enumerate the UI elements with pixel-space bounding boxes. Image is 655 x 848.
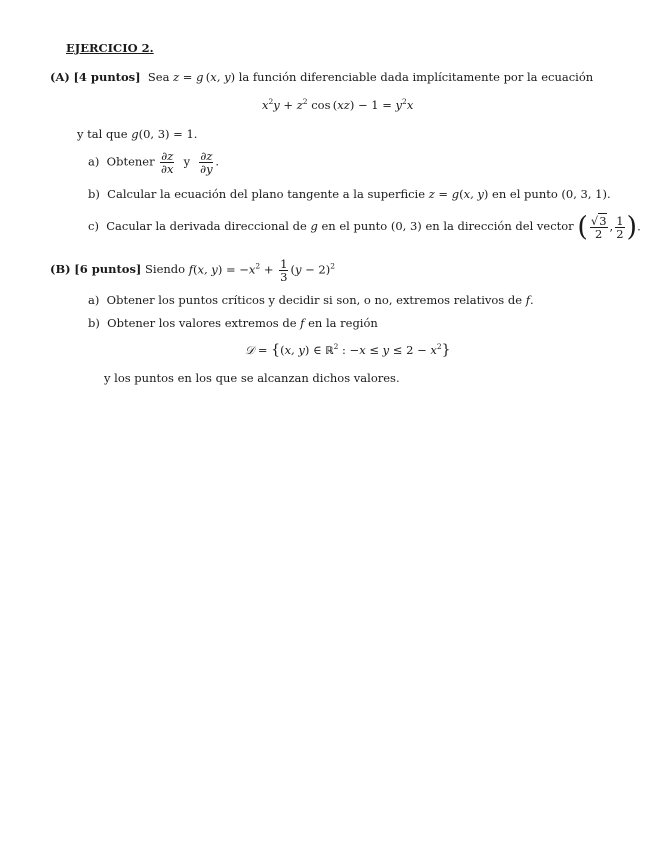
item-b-text-mid: en el punto: [492, 187, 558, 201]
item-b-marker: b): [88, 187, 100, 201]
part-a-item-a: a) Obtener $\frac{\partial z}{\partial x}$ y $\frac{\partial z}{\partial y}$ .: [88, 149, 220, 176]
part-a-intro-pre: Sea: [147, 70, 170, 84]
part-b-label: (B): [50, 262, 71, 276]
direction-vector: ( $\frac{√3}{2}$ , $\frac{1}{2}$ ).: [577, 211, 641, 242]
part-a-item-c: c) Cacular la derivada direccional de g en el punto (0, 3) en la dirección del vector ( $\frac{√3}{2}$ , $\frac{1}{2}$ ).: [88, 211, 641, 242]
part-a-condition: y tal que g(0, 3) = 1.: [77, 127, 198, 141]
function-f-definition: f(x, $y) = -x^2$ + $\frac{1}{3}$ $(y - 2)^2$: [188, 256, 335, 284]
part-b-item-b-closing: y los puntos en los que se alcanzan dichos valores.: [104, 371, 400, 385]
item-c-text-mid: en el punto: [321, 219, 388, 233]
item-b-text-pre: Calcular la ecuación del plano tangente a la superficie: [107, 187, 426, 201]
part-b-item-b-text-pre: Obtener los valores extremos de: [107, 316, 297, 330]
part-b-points: [6 puntos]: [74, 262, 142, 276]
part-a-item-b: b) Calcular la ecuación del plano tangente a la superficie z = g(x, y) en el punto (0, 3, 1).: [88, 187, 611, 201]
part-b-item-b-text-post: en la región: [308, 316, 378, 330]
part-b-item-a: a) Obtener los puntos críticos y decidir si son, o no, extremos relativos de f.: [88, 293, 534, 307]
part-a-intro-post: la función diferenciable dada implícitamente por la ecuación: [238, 70, 594, 84]
item-a-text: Obtener: [106, 154, 155, 169]
item-a-marker: a): [88, 154, 100, 169]
item-c-marker: c): [88, 219, 99, 233]
part-a-points: [4 puntos]: [73, 70, 141, 84]
part-a-intro: (A) [4 puntos] Sea z = g (x, y) la función diferenciable dada implícitamente por la ecuación: [50, 70, 594, 84]
partial-z-y-fraction: $\frac{\partial z}{\partial y}$: [200, 149, 213, 176]
part-a-label: (A): [50, 70, 70, 84]
part-b-item-a-text: Obtener los puntos críticos y decidir si son, o no, extremos relativos de: [106, 293, 523, 307]
partial-z-x-fraction: $\frac{\partial z}{\partial x}$: [161, 149, 174, 176]
item-c-text-post: en la dirección del vector: [425, 219, 574, 233]
item-c-text-pre: Cacular la derivada direccional de: [106, 219, 307, 233]
part-b-item-a-marker: a): [88, 293, 100, 307]
part-b-intro: [50, 253, 335, 285]
part-b-intro-pre: Siendo: [145, 262, 186, 276]
item-a-connector: y: [183, 154, 191, 169]
region-definition: 𝒟 = {(x, y) ∈ ℝ$^2$ : $-x \le y \le 2 - x^2$}: [245, 342, 451, 358]
condition-pre: y tal que: [77, 127, 128, 141]
implicit-equation: $x^2y + z^2$ $\cos (xz) - 1 = y^2x$: [262, 97, 414, 112]
part-b-item-b: b) Obtener los valores extremos de f en la región: [88, 316, 378, 330]
exercise-title: EJERCICIO 2.: [66, 41, 154, 55]
part-b-item-b-marker: b): [88, 316, 100, 330]
part-a-function-def: z: [173, 70, 180, 84]
